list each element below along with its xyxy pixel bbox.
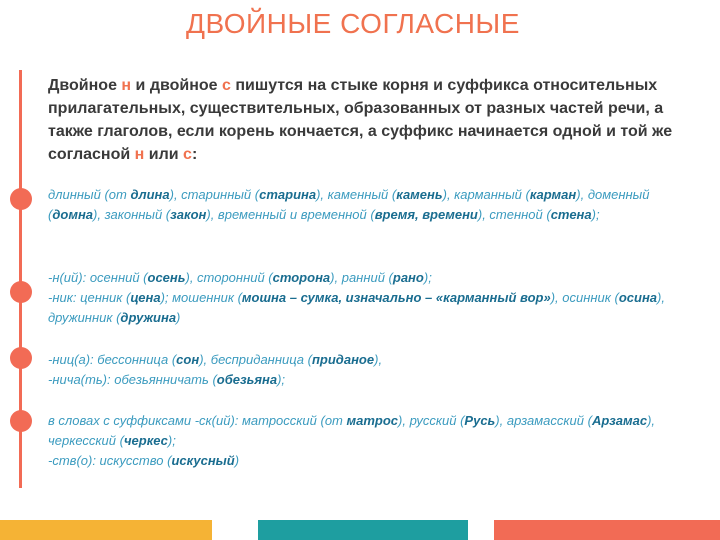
example-root: старина <box>259 187 317 202</box>
example-root: Арзамас <box>591 413 648 428</box>
example-text: ), осинник ( <box>550 290 619 305</box>
example-text: ), русский ( <box>398 413 465 428</box>
example-root: камень <box>396 187 443 202</box>
example-text: -ств(о): искусство ( <box>48 453 172 468</box>
example-text: ), временный и временной ( <box>206 207 375 222</box>
example-text: ), старинный ( <box>169 187 260 202</box>
example-root: сторона <box>272 270 331 285</box>
example-text: ) <box>234 453 240 468</box>
example-text: ); <box>423 270 432 285</box>
example-text: ) <box>176 310 181 325</box>
example-root: стена <box>550 207 592 222</box>
example-text: ), дружинник ( <box>48 290 665 325</box>
example-text: ), арзамасский ( <box>495 413 592 428</box>
highlight-letter: н <box>121 77 132 94</box>
timeline-dot <box>10 188 32 210</box>
examples-block-1 <box>48 185 698 225</box>
example-root: осина <box>618 290 658 305</box>
example-root: Русь <box>464 413 496 428</box>
example-text: ); <box>277 372 286 387</box>
footer-bar-yellow <box>0 520 212 540</box>
example-text: -нича(ть): обезьянничать ( <box>48 372 217 387</box>
highlight-letter: с <box>222 77 231 94</box>
example-text: ), законный ( <box>93 207 171 222</box>
intro-rule <box>48 74 708 166</box>
example-root: черкес <box>123 433 168 448</box>
intro-text: и двойное <box>131 77 222 94</box>
highlight-letter: с <box>183 146 192 163</box>
page-title: ДВОЙНЫЕ СОГЛАСНЫЕ <box>186 8 520 39</box>
example-root: карман <box>529 187 577 202</box>
example-text: ), бесприданница ( <box>199 352 312 367</box>
intro-text: или <box>144 146 184 163</box>
example-text: ), каменный ( <box>316 187 397 202</box>
example-root: осень <box>147 270 186 285</box>
example-root: обезьяна <box>216 372 278 387</box>
intro-text: Двойное <box>48 77 122 94</box>
example-root: цена <box>130 290 161 305</box>
intro-text: : <box>191 146 198 163</box>
example-text: ); <box>591 207 600 222</box>
examples-block-2 <box>48 268 698 328</box>
example-text: -ник: ценник ( <box>48 290 131 305</box>
footer-bar-coral <box>494 520 720 540</box>
example-root: искусный <box>171 453 235 468</box>
example-root: мошна – сумка, изначально – «карманный вор» <box>241 290 551 305</box>
footer-bar-teal <box>258 520 468 540</box>
example-text: ), карманный ( <box>442 187 530 202</box>
example-text: ); мошенник ( <box>160 290 242 305</box>
example-root: рано <box>392 270 424 285</box>
example-root: время, времени <box>374 207 478 222</box>
examples-block-4 <box>48 411 698 471</box>
example-root: сон <box>176 352 200 367</box>
example-text: ), черкесский ( <box>48 413 656 448</box>
example-text: ), доменный ( <box>48 187 650 222</box>
example-text: -ниц(а): бессонница ( <box>48 352 177 367</box>
example-root: матрос <box>346 413 399 428</box>
example-root: домна <box>52 207 94 222</box>
example-text: ), стенной ( <box>477 207 551 222</box>
example-text: -н(ий): осенний ( <box>48 270 148 285</box>
example-text: ), ранний ( <box>330 270 393 285</box>
example-root: длина <box>130 187 170 202</box>
highlight-letter: н <box>134 146 145 163</box>
timeline-dot <box>10 347 32 369</box>
example-text: ), сторонний ( <box>185 270 273 285</box>
example-text: длинный (от <box>48 187 131 202</box>
example-text: ); <box>167 433 176 448</box>
example-root: приданое <box>311 352 375 367</box>
example-root: дружина <box>120 310 177 325</box>
example-text: в словах с суффиксами -ск(ий): матросский (от <box>48 413 347 428</box>
example-text: ), <box>374 352 383 367</box>
examples-block-3 <box>48 350 698 390</box>
timeline-dot <box>10 281 32 303</box>
example-root: закон <box>170 207 207 222</box>
timeline-dot <box>10 410 32 432</box>
intro-text: пишутся на стыке корня и суффикса относительных прилагательных, существительных, образованных от разных частей речи, а также глаголов, если корень кончается, а суффикс начинается одной и той же согласной <box>48 77 673 163</box>
